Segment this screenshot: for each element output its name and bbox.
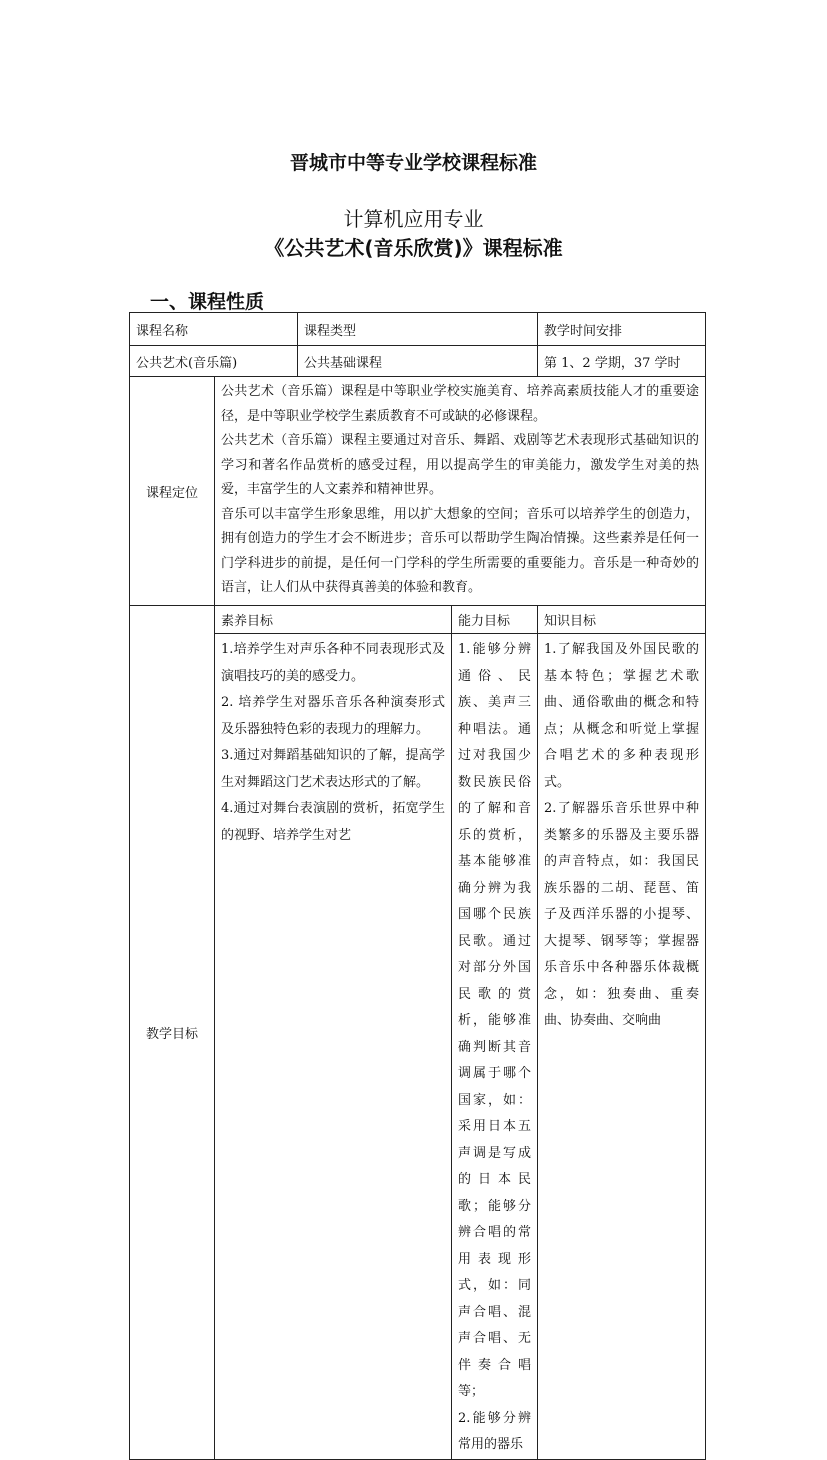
ability-header: 能力目标 — [452, 606, 538, 634]
positioning-content — [215, 377, 706, 606]
value-row — [130, 346, 706, 377]
objectives-header-row — [130, 606, 706, 634]
ability-item: 1.能够分辨通俗、民族、美声三种唱法。通过对我国少数民族民俗的了解和音乐的赏析，基本能够准确分辨为我国哪个民族民歌。通过对部分外国民歌的赏析，能够准确判断其音调属于哪个国家，如：采用日本五声调是写成的日本民歌；能够分辨合唱的常用表现形式，如：同声合唱、混声合唱、无伴奏合唱等； — [458, 642, 532, 1399]
document-title: 晋城市中等专业学校课程标准 — [289, 152, 537, 174]
header-course-type: 课程类型 — [298, 313, 538, 346]
positioning-paragraph: 公共艺术（音乐篇）课程主要通过对音乐、舞蹈、戏剧等艺术表现形式基础知识的学习和著名作品赏析的感受过程，用以提高学生的审美能力，激发学生对美的热爱，丰富学生的人文素养和精神世界。 — [221, 433, 700, 497]
course-name-value: 公共艺术(音乐篇) — [130, 346, 298, 377]
knowledge-cell — [538, 634, 706, 1460]
positioning-row — [130, 377, 706, 606]
schedule-value: 第 1、2 学期，37 学时 — [538, 346, 706, 377]
literacy-header: 素养目标 — [215, 606, 452, 634]
knowledge-item: 1.了解我国及外国民歌的基本特色；掌握艺术歌曲、通俗歌曲的概念和特点；从概念和听觉上掌握合唱艺术的多种表现形式。 — [544, 642, 700, 790]
knowledge-header: 知识目标 — [538, 606, 706, 634]
header-row — [130, 313, 706, 346]
course-title: 《公共艺术(音乐欣赏)》课程标准 — [264, 236, 563, 260]
positioning-paragraph: 公共艺术（音乐篇）课程是中等职业学校实施美育、培养高素质技能人才的重要途径，是中等职业学校学生素质教育不可或缺的必修课程。 — [221, 384, 700, 424]
objectives-content-row — [130, 634, 706, 1460]
header-schedule: 教学时间安排 — [538, 313, 706, 346]
literacy-item: 2. 培养学生对器乐音乐各种演奏形式及乐器独特色彩的表现力的理解力。 — [221, 695, 446, 737]
course-type-value: 公共基础课程 — [298, 346, 538, 377]
ability-cell — [452, 634, 538, 1460]
knowledge-item: 2.了解器乐音乐世界中种类繁多的乐器及主要乐器的声音特点，如：我国民族乐器的二胡、琵琶、笛子及西洋乐器的小提琴、大提琴、钢琴等；掌握器乐音乐中各种器乐体裁概念，如：独奏曲、重奏曲、协奏曲、交响曲 — [544, 801, 700, 1028]
positioning-label: 课程定位 — [130, 377, 215, 606]
literacy-cell — [215, 634, 452, 1460]
literacy-item: 4.通过对舞台表演剧的赏析，拓宽学生的视野、培养学生对艺 — [221, 801, 446, 843]
literacy-item: 1.培养学生对声乐各种不同表现形式及演唱技巧的美的感受力。 — [221, 642, 446, 684]
literacy-item: 3.通过对舞蹈基础知识的了解，提高学生对舞蹈这门艺术表达形式的了解。 — [221, 748, 446, 790]
course-standard-table — [129, 312, 706, 1460]
ability-item: 2.能够分辨常用的器乐 — [458, 1410, 532, 1452]
objectives-label: 教学目标 — [130, 606, 215, 1460]
major-title: 计算机应用专业 — [343, 207, 484, 231]
section-heading: 一、课程性质 — [150, 291, 265, 313]
header-course-name: 课程名称 — [130, 313, 298, 346]
positioning-paragraph: 音乐可以丰富学生形象思维，用以扩大想象的空间；音乐可以培养学生的创造力，拥有创造力的学生才会不断进步；音乐可以帮助学生陶冶情操。这些素养是任何一门学科进步的前提，是任何一门学科的学生所需要的重要能力。音乐是一种奇妙的语言，让人们从中获得真善美的体验和教育。 — [221, 506, 700, 595]
